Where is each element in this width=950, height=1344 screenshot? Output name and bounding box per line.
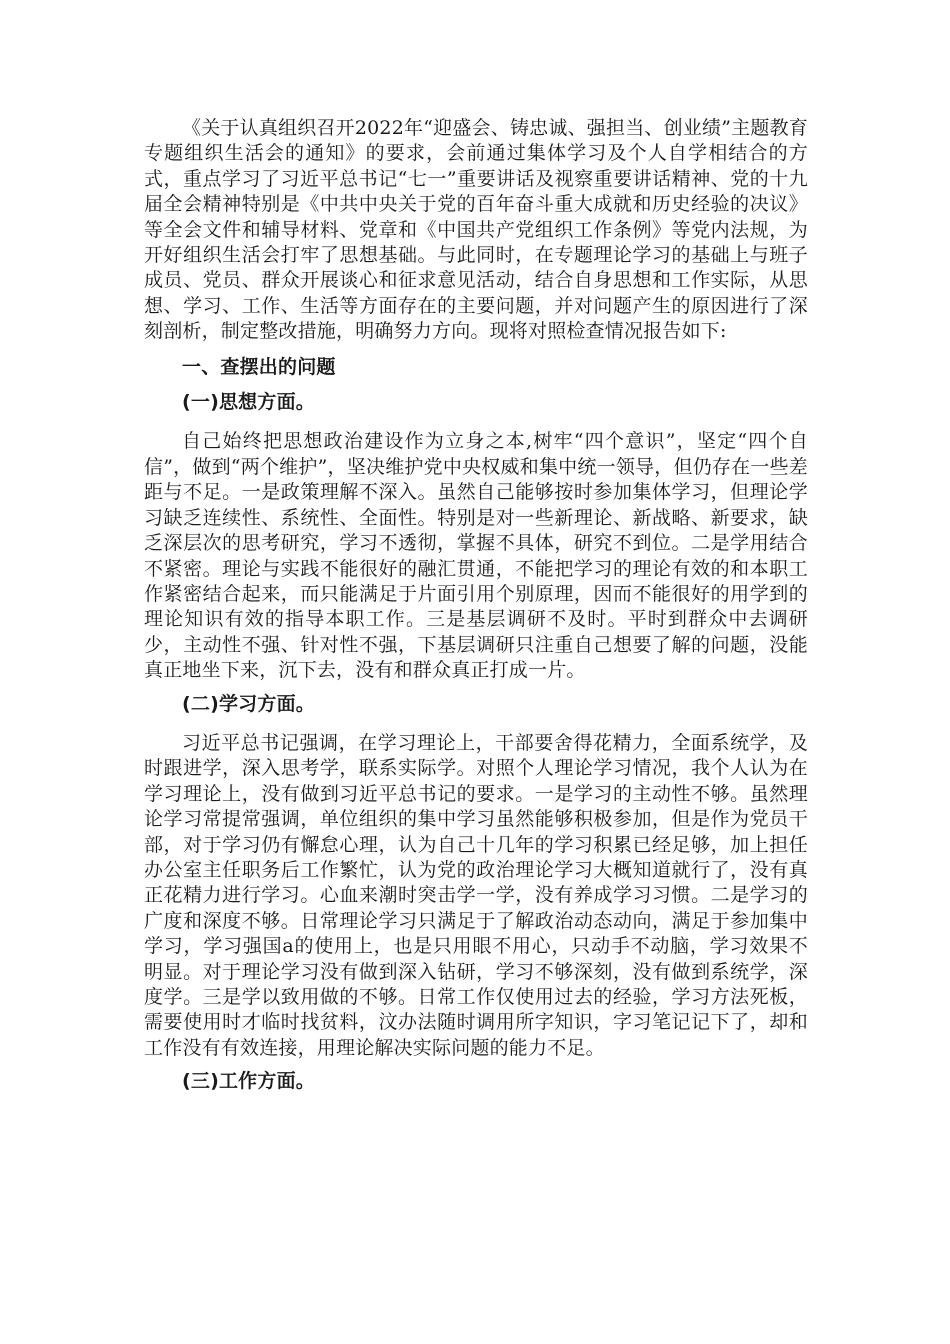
subheading-work: (三)工作方面。 <box>182 1070 315 1093</box>
thought-paragraph: 自己始终把思想政治建设作为立身之本,树牢“四个意识”，坚定“四个自信”，做到“两个维护”，坚决维护党中央权威和集中统一领导，但仍存在一些差距与不足。一是政策理解不深入。虽然自己能够按时参加集体学习，但理论学习缺乏连续性、系统性、全面性。特别是对一些新理论、新战略、新要求，缺乏深层次的思考研究，学习不透彻，掌握不具体，研究不到位。二是学用结合不紧密。理论与实践不能很好的融汇贯通，不能把学习的理论有效的和本职工作紧密结合起来，而只能满足于片面引用个别原理，因而不能很好的用学到的理论知识有效的指导本职工作。三是基层调研不及时。平时到群众中去调研少，主动性不强、针对性不强，下基层调研只注重自己想要了解的问题，没能真正地坐下来，沉下去，没有和群众真正打成一片。 <box>144 430 808 682</box>
intro-paragraph: 《关于认真组织召开2022年“迎盛会、铸忠诚、强担当、创业绩”主题教育专题组织生活会的通知》的要求，会前通过集体学习及个人自学相结合的方式，重点学习了习近平总书记“七一”重要讲话及视察重要讲话精神、党的十九届全会精神特别是《中共中央关于党的百年奋斗重大成就和历史经验的决议》等全会文件和辅导材料、党章和《中国共产党组织工作条例》等党内法规，为开好组织生活会打牢了思想基础。与此同时，在专题理论学习的基础上与班子成员、党员、群众开展谈心和征求意见活动，结合自身思想和工作实际，从思想、学习、工作、生活等方面存在的主要问题，并对问题产生的原因进行了深刻剖析，制定整改措施，明确努力方向。现将对照检查情况报告如下: <box>144 117 808 343</box>
document-page <box>144 116 808 1109</box>
subheading-thought: (一)思想方面。 <box>182 391 315 414</box>
subheading-study: (二)学习方面。 <box>182 692 315 715</box>
study-paragraph: 习近平总书记强调，在学习理论上，干部要舍得花精力，全面系统学，及时跟进学，深入思考学，联系实际学。对照个人理论学习情况，我个人认为在学习理论上，没有做到习近平总书记的要求。一是学习的主动性不够。虽然理论学习常提常强调，单位组织的集中学习虽然能够积极参加，但是作为党员干部，对于学习仍有懈怠心理，认为自己十几年的学习积累已经足够，加上担任办公室主任职务后工作繁忙，认为党的政治理论学习大概知道就行了，没有真正花精力进行学习。心血来潮时突击学一学，没有养成学习习惯。二是学习的广度和深度不够。日常理论学习只满足于了解政治动态动向，满足于参加集中学习，学习强国a的使用上，也是只用眼不用心，只动手不动脑，学习效果不明显。对于理论学习没有做到深入钻研，学习不够深刻，没有做到系统学，深度学。三是学以致用做的不够。日常工作仅使用过去的经验，学习方法死板，需要使用时才临时找贫料，汶办法随时调用所字知识，字习笔记记下了，却和工作没有有效连接，用理论解决实际问题的能力不足。 <box>144 731 808 1059</box>
section-heading-problems: 一、查摆出的问题 <box>182 355 336 378</box>
